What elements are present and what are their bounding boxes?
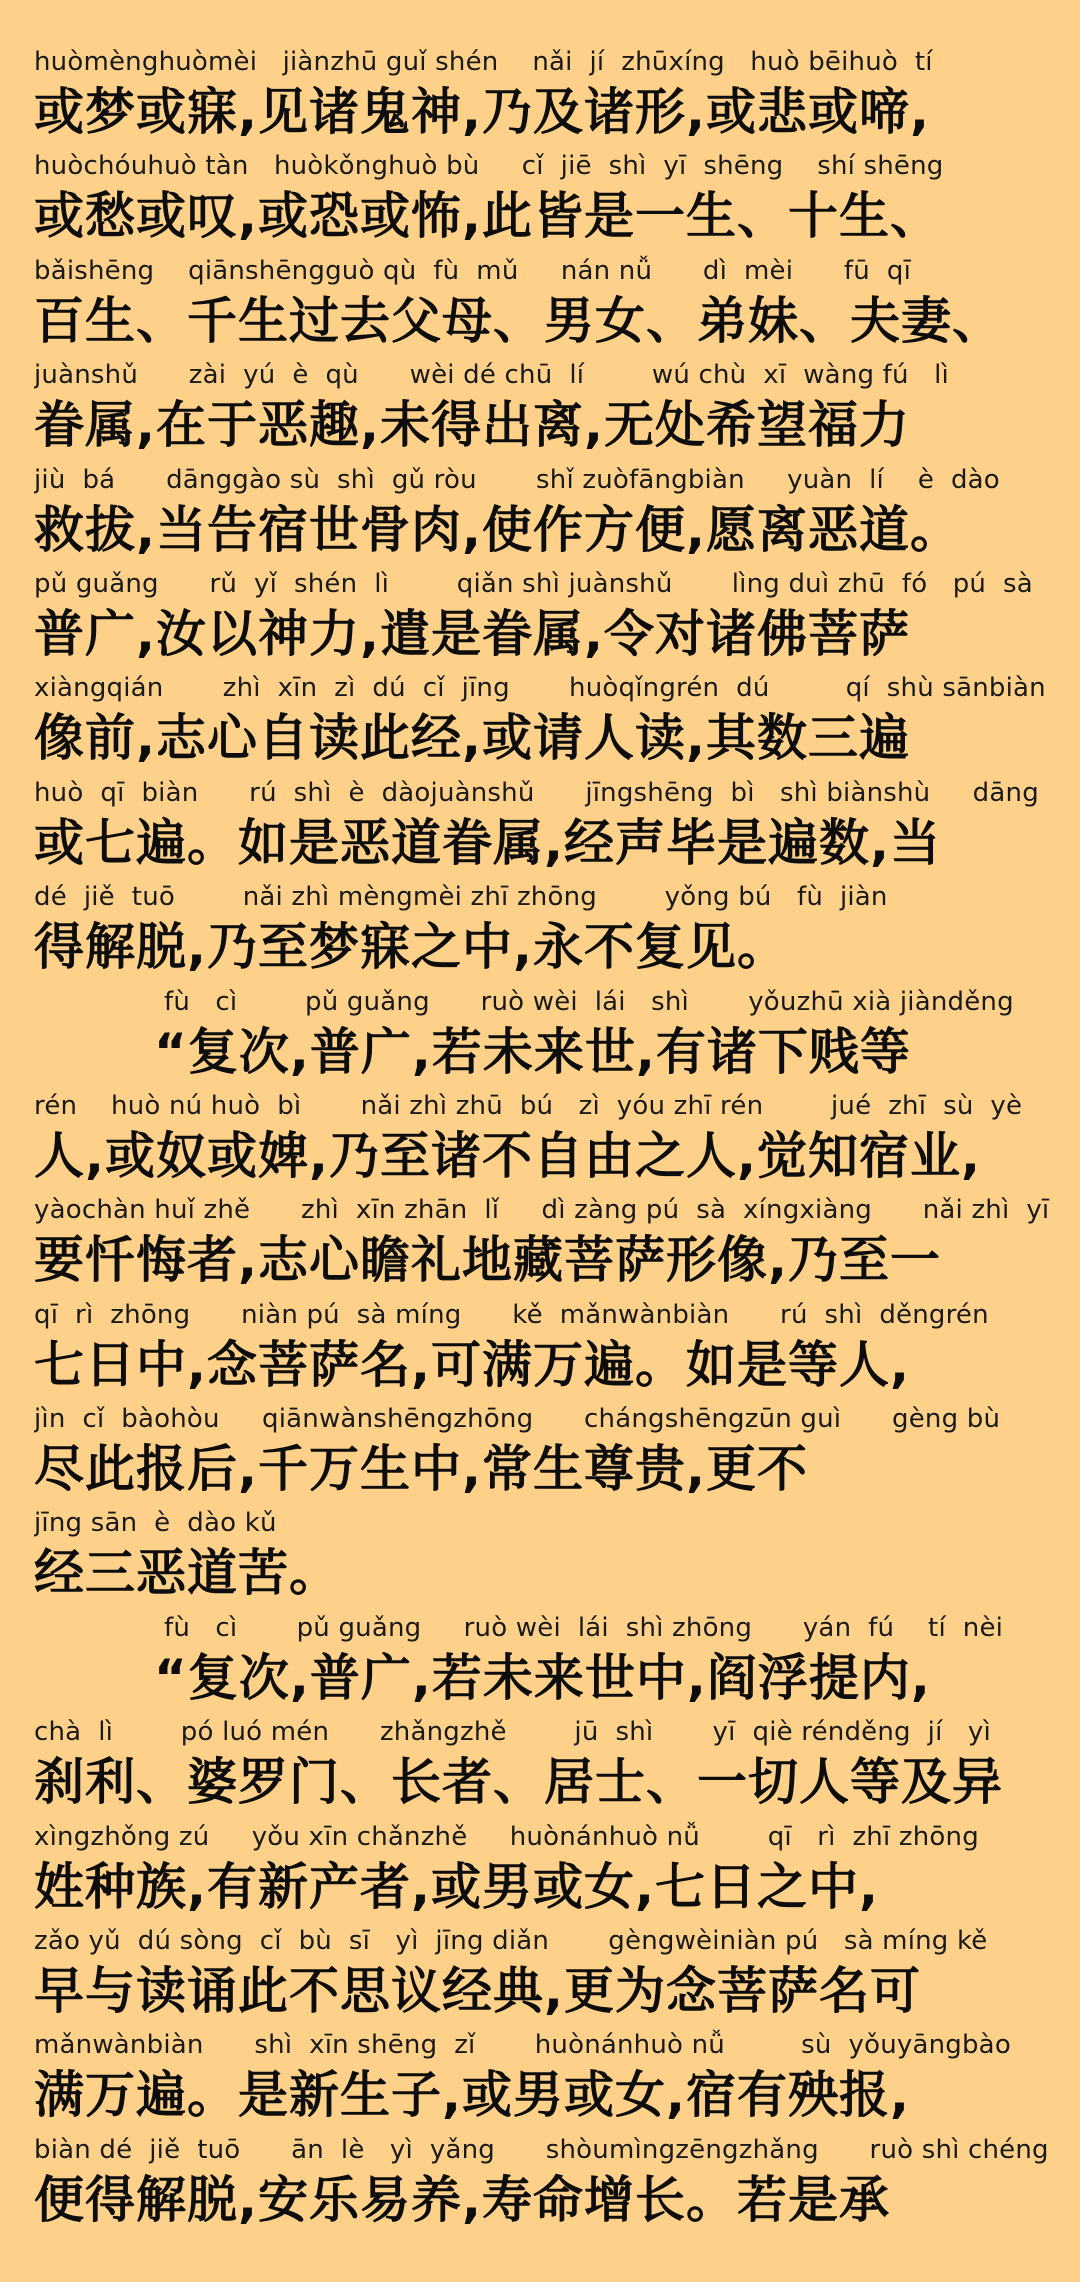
pinyin-annotation: mǎnwànbiàn shì xīn shēng zǐ huònánhuò nǚ sù yǒuyāngbào (34, 2030, 1011, 2061)
text-line (34, 251, 1050, 355)
pinyin-annotation: yàochàn huǐ zhě zhì xīn zhān lǐ dì zàng pú sà xíngxiàng nǎi zhì yī (34, 1195, 1050, 1226)
chinese-text: 早与读诵此不思议经典,更为念菩萨名可 (34, 1962, 921, 2021)
text-line (34, 1503, 1050, 1607)
text-line (34, 1190, 1050, 1294)
pinyin-annotation: bǎishēng qiānshēngguò qù fù mǔ nán nǚ dì mèi fū qī (34, 255, 911, 286)
pinyin-annotation: xiàngqián zhì xīn zì dú cǐ jīng huòqǐngrén dú qí shù sānbiàn (34, 673, 1046, 704)
text-line (34, 42, 1050, 146)
text-line (34, 668, 1050, 772)
chinese-text: 得解脱,乃至梦寐之中,永不复见。 (34, 918, 788, 977)
chinese-text: 或梦或寐,见诸鬼神,乃及诸形,或悲或啼, (34, 83, 930, 141)
chinese-text: 满万遍。是新生子,或男或女,宿有殃报, (34, 2066, 910, 2125)
text-line (34, 773, 1050, 877)
chinese-text: “复次,普广,若未来世中,阎浮提内, (154, 1648, 931, 1707)
text-line (34, 1608, 1050, 1712)
pinyin-annotation: rén huò nú huò bì nǎi zhì zhū bú zì yóu zhī rén jué zhī sù yè (34, 1090, 1023, 1121)
pinyin-annotation: biàn dé jiě tuō ān lè yì yǎng shòumìngzēngzhǎng ruò shì chéng (34, 2134, 1049, 2165)
text-line (34, 1295, 1050, 1399)
pinyin-annotation: fù cì pǔ guǎng ruò wèi lái shì yǒuzhū xià jiànděng (164, 986, 1014, 1017)
chinese-text: 尽此报后,千万生中,常生尊贵,更不 (34, 1440, 808, 1499)
chinese-text: 救拔,当告宿世骨肉,使作方便,愿离恶道。 (34, 500, 961, 559)
pinyin-annotation: dé jiě tuō nǎi zhì mèngmèi zhī zhōng yǒng bú fù jiàn (34, 882, 888, 913)
chinese-text: “复次,普广,若未来世,有诸下贱等 (154, 1022, 911, 1081)
text-line (34, 1817, 1050, 1921)
chinese-text: 便得解脱,安乐易养,寿命增长。若是承 (34, 2170, 890, 2229)
chinese-text: 普广,汝以神力,遣是眷属,令对诸佛菩萨 (34, 604, 910, 663)
text-line (34, 1921, 1050, 2025)
pinyin-annotation: huòmènghuòmèi jiànzhū guǐ shén nǎi jí zhūxíng huò bēihuò tí (34, 47, 933, 77)
text-line (34, 2025, 1050, 2129)
text-line (34, 460, 1050, 564)
text-line (34, 564, 1050, 668)
pinyin-annotation: jìn cǐ bàohòu qiānwànshēngzhōng chángshēngzūn guì gèng bù (34, 1404, 1001, 1435)
chinese-text: 刹利、婆罗门、长者、居士、一切人等及异 (34, 1753, 1003, 1812)
pinyin-annotation: huòchóuhuò tàn huòkǒnghuò bù cǐ jiē shì yī shēng shí shēng (34, 151, 944, 182)
text-line (34, 355, 1050, 459)
chinese-text: 或愁或叹,或恐或怖,此皆是一生、十生、 (34, 187, 941, 246)
text-line (34, 1399, 1050, 1503)
chinese-text: 要忏悔者,志心瞻礼地藏菩萨形像,乃至一 (34, 1231, 941, 1290)
chinese-text: 或七遍。如是恶道眷属,经声毕是遍数,当 (34, 813, 941, 872)
text-line (34, 877, 1050, 981)
pinyin-annotation: juànshǔ zài yú è qù wèi dé chū lí wú chù xī wàng fú lì (34, 360, 949, 391)
chinese-text: 人,或奴或婢,乃至诸不自由之人,觉知宿业, (34, 1126, 981, 1185)
chinese-text: 七日中,念菩萨名,可满万遍。如是等人, (34, 1335, 910, 1394)
pinyin-annotation: huò qī biàn rú shì è dàojuànshǔ jīngshēng bì shì biànshù dāng (34, 777, 1039, 808)
pinyin-annotation: jīng sān è dào kǔ (34, 1508, 277, 1539)
text-line (34, 1712, 1050, 1816)
text-line (34, 146, 1050, 250)
pinyin-annotation: chà lì pó luó mén zhǎngzhě jū shì yī qiè rénděng jí yì (34, 1717, 991, 1748)
pinyin-annotation: xìngzhǒng zú yǒu xīn chǎnzhě huònánhuò nǚ qī rì zhī zhōng (34, 1821, 979, 1852)
chinese-text: 眷属,在于恶趣,未得出离,无处希望福力 (34, 396, 910, 455)
chinese-text: 经三恶道苦。 (34, 1544, 340, 1603)
text-line (34, 2130, 1050, 2234)
text-line (34, 982, 1050, 1086)
pinyin-annotation: jiù bá dānggào sù shì gǔ ròu shǐ zuòfāngbiàn yuàn lí è dào (34, 464, 1000, 495)
pinyin-annotation: qī rì zhōng niàn pú sà míng kě mǎnwànbiàn rú shì děngrén (34, 1299, 989, 1330)
chinese-text: 姓种族,有新产者,或男或女,七日之中, (34, 1857, 879, 1916)
chinese-text: 百生、千生过去父母、男女、弟妹、夫妻、 (34, 291, 1003, 350)
pinyin-annotation: zǎo yǔ dú sòng cǐ bù sī yì jīng diǎn gèngwèiniàn pú sà míng kě (34, 1926, 988, 1957)
pinyin-annotation: fù cì pǔ guǎng ruò wèi lái shì zhōng yán fú tí nèi (164, 1612, 1004, 1643)
pinyin-annotation: pǔ guǎng rǔ yǐ shén lì qiǎn shì juànshǔ lìng duì zhū fó pú sà (34, 568, 1033, 599)
text-line (34, 1086, 1050, 1190)
chinese-text: 像前,志心自读此经,或请人读,其数三遍 (34, 709, 910, 768)
